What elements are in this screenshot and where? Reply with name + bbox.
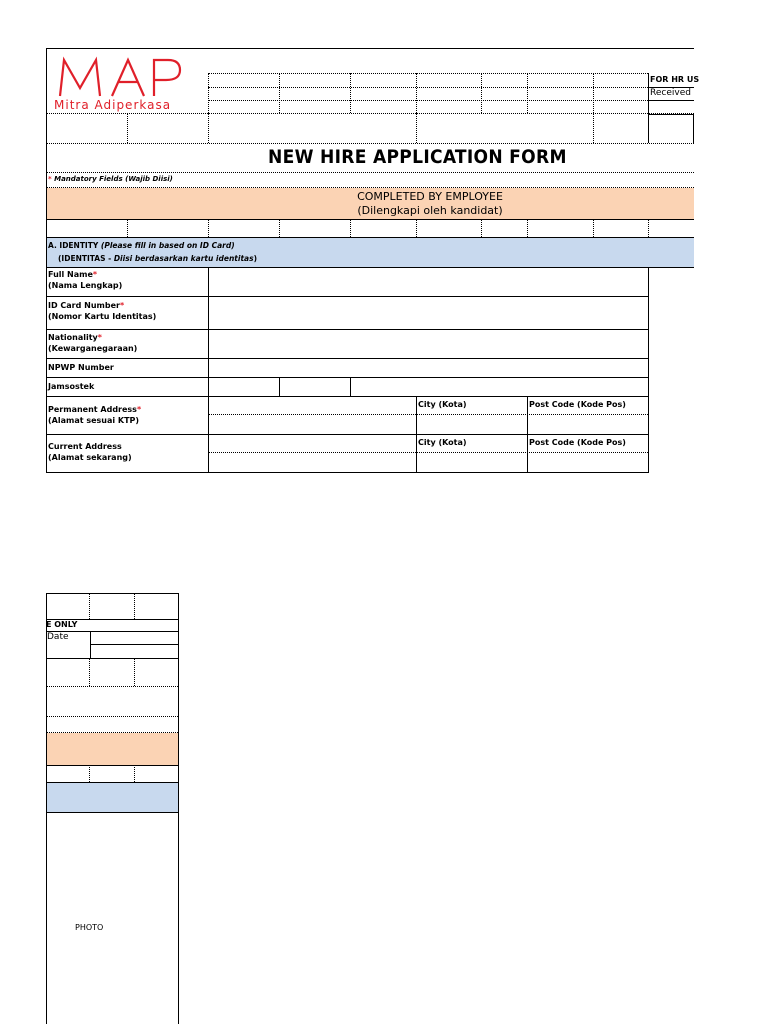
current-postcode-label: Post Code (Kode Pos) bbox=[529, 438, 626, 447]
completed-by-employee: COMPLETED BY EMPLOYEE bbox=[357, 190, 503, 203]
hr-use-only-tail: E ONLY bbox=[46, 620, 78, 629]
jamsostek-label: Jamsostek bbox=[48, 382, 95, 391]
nationality-label: Nationality* (Kewarganegaraan) bbox=[48, 333, 138, 353]
photo-label: PHOTO bbox=[75, 923, 104, 932]
permanent-postcode-label: Post Code (Kode Pos) bbox=[529, 400, 626, 409]
permanent-address-label: Permanent Address* (Alamat sesuai KTP) bbox=[48, 405, 142, 425]
mandatory-note: * Mandatory Fields (Wajib Diisi) bbox=[48, 175, 173, 183]
hr-use-only-label: FOR HR US bbox=[650, 75, 700, 84]
photo-box[interactable] bbox=[47, 813, 178, 1024]
full-name-input[interactable] bbox=[209, 268, 648, 296]
form-title: NEW HIRE APPLICATION FORM bbox=[268, 146, 567, 168]
current-address-label: Current Address (Alamat sekarang) bbox=[48, 442, 132, 462]
full-name-label: Full Name* (Nama Lengkap) bbox=[48, 270, 123, 290]
jamsostek-input[interactable] bbox=[209, 378, 648, 396]
npwp-label: NPWP Number bbox=[48, 363, 114, 372]
section-banner-bg-continued bbox=[47, 733, 178, 765]
id-card-label: ID Card Number* (Nomor Kartu Identitas) bbox=[48, 301, 157, 321]
received-label: Received bbox=[650, 88, 691, 98]
permanent-city-label: City (Kota) bbox=[418, 400, 467, 409]
date-label: Date bbox=[47, 632, 69, 642]
current-address-input[interactable] bbox=[209, 435, 415, 472]
section-a-bg-continued bbox=[47, 783, 178, 812]
npwp-input[interactable] bbox=[209, 359, 648, 377]
dilengkapi-oleh-kandidat: (Dilengkapi oleh kandidat) bbox=[357, 204, 503, 217]
permanent-address-input[interactable] bbox=[209, 397, 415, 434]
id-card-input[interactable] bbox=[209, 297, 648, 329]
company-name: Mitra Adiperkasa bbox=[54, 98, 172, 112]
section-a-title: A. IDENTITY (Please fill in based on ID Card) bbox=[48, 241, 235, 250]
map-logo-icon bbox=[54, 52, 184, 100]
section-a-subtitle: (IDENTITAS - Diisi berdasarkan kartu identitas) bbox=[58, 254, 258, 263]
company-logo bbox=[54, 52, 184, 114]
nationality-input[interactable] bbox=[209, 330, 648, 358]
current-city-label: City (Kota) bbox=[418, 438, 467, 447]
